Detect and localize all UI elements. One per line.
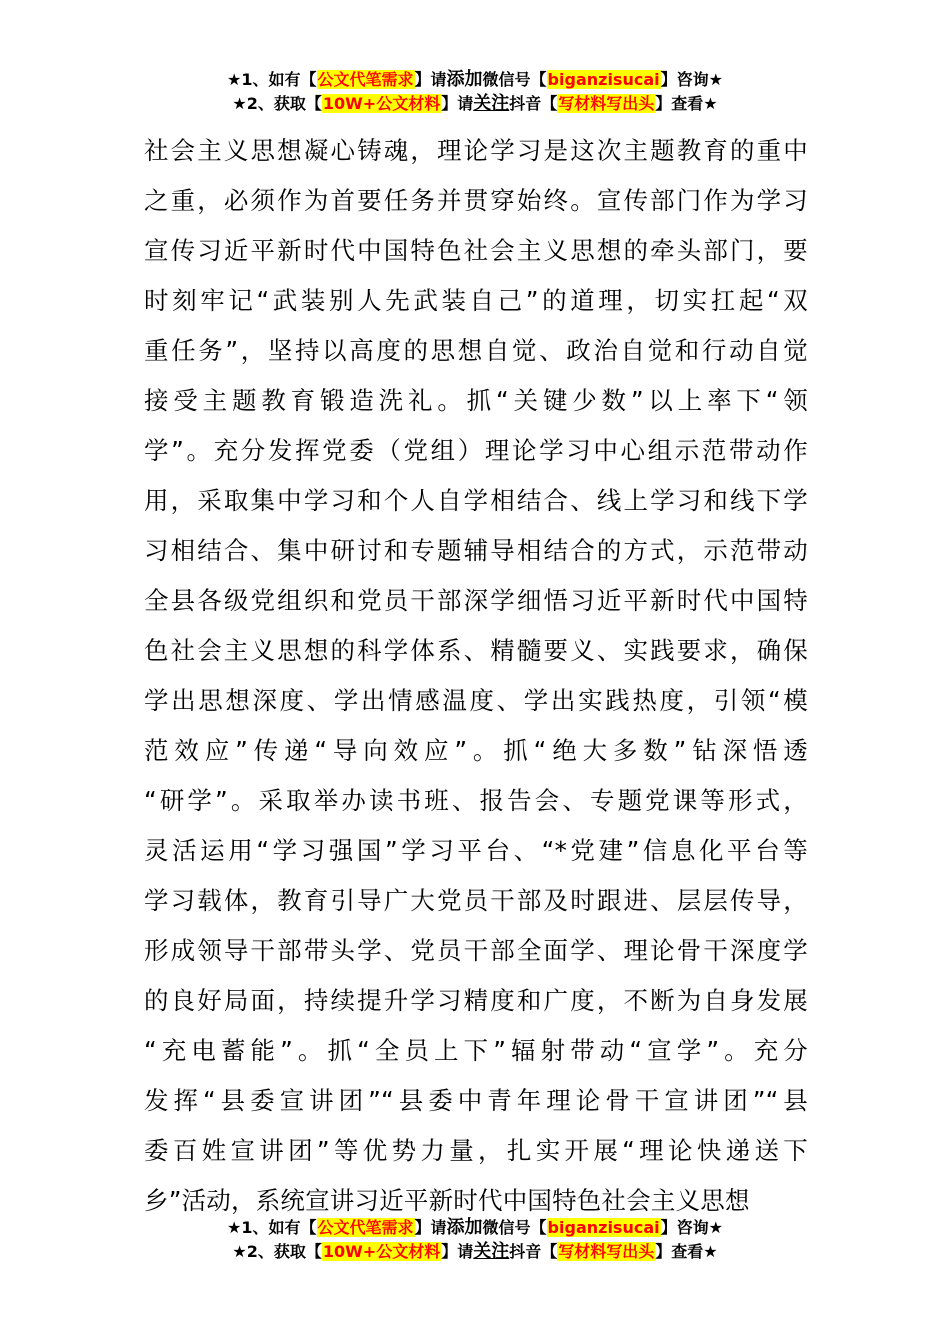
banner-emphasis: 添加 xyxy=(446,69,483,90)
body-line: 灵活运用“学习强国”学习平台、“*党建”信息化平台等 xyxy=(144,836,808,865)
body-line: 接受主题教育锻造洗礼。抓“关键少数”以上率下“领 xyxy=(144,386,808,415)
banner-prefix: ★2、获取【 xyxy=(232,94,322,113)
body-line: 形成领导干部带头学、党员干部全面学、理论骨干深度学 xyxy=(144,936,808,965)
banner-highlight-service: 公文代笔需求 xyxy=(317,1218,414,1237)
header-banner xyxy=(0,69,950,117)
body-line: “研学”。采取举办读书班、报告会、专题党课等形式， xyxy=(144,786,808,815)
document-body xyxy=(144,126,808,1226)
banner-highlight-materials: 10W+公文材料 xyxy=(322,94,441,113)
body-line: 重任务”，坚持以高度的思想自觉、政治自觉和行动自觉 xyxy=(144,336,808,365)
banner-highlight-wechat-id: biganzisucai xyxy=(547,70,660,89)
body-line: 之重，必须作为首要任务并贯穿始终。宣传部门作为学习 xyxy=(144,186,808,215)
banner-highlight-materials: 10W+公文材料 xyxy=(322,1242,441,1261)
body-line: 时刻牢记“武装别人先武装自己”的道理，切实扛起“双 xyxy=(144,286,808,315)
banner-text: 】请 xyxy=(414,70,447,89)
banner-line-2 xyxy=(0,93,950,117)
banner-suffix: 】咨询★ xyxy=(660,1218,723,1237)
body-line: 学出思想深度、学出情感温度、学出实践热度，引领“模 xyxy=(144,686,808,715)
body-line: 的良好局面，持续提升学习精度和广度，不断为自身发展 xyxy=(144,986,808,1015)
banner-suffix: 】咨询★ xyxy=(660,70,723,89)
body-line: 委百姓宣讲团”等优势力量，扎实开展“理论快递送下 xyxy=(144,1136,808,1165)
banner-prefix: ★2、获取【 xyxy=(232,1242,322,1261)
banner-text: 】请 xyxy=(414,1218,447,1237)
body-line: 全县各级党组织和党员干部深学细悟习近平新时代中国特 xyxy=(144,586,808,615)
body-line: 社会主义思想凝心铸魂，理论学习是这次主题教育的重中 xyxy=(144,136,808,165)
banner-emphasis: 添加 xyxy=(446,1217,483,1238)
banner-line-1 xyxy=(0,1217,950,1241)
body-line: 乡”活动，系统宣讲习近平新时代中国特色社会主义思想 xyxy=(144,1186,750,1215)
body-line: “充电蓄能”。抓“全员上下”辐射带动“宣学”。充分 xyxy=(144,1036,808,1065)
body-line: 习相结合、集中研讨和专题辅导相结合的方式，示范带动 xyxy=(144,536,808,565)
body-line: 色社会主义思想的科学体系、精髓要义、实践要求，确保 xyxy=(144,636,808,665)
body-line: 学”。充分发挥党委（党组）理论学习中心组示范带动作 xyxy=(144,436,808,465)
body-line: 用，采取集中学习和个人自学相结合、线上学习和线下学 xyxy=(144,486,808,515)
banner-highlight-wechat-id: biganzisucai xyxy=(547,1218,660,1237)
banner-emphasis: 关注 xyxy=(473,1241,510,1262)
banner-prefix: ★1、如有【 xyxy=(227,1218,317,1237)
body-line: 宣传习近平新时代中国特色社会主义思想的牵头部门，要 xyxy=(144,236,808,265)
banner-line-1 xyxy=(0,69,950,93)
banner-text: 微信号【 xyxy=(482,1218,547,1237)
banner-suffix: 】查看★ xyxy=(655,94,718,113)
body-line: 学习载体，教育引导广大党员干部及时跟进、层层传导， xyxy=(144,886,808,915)
banner-highlight-service: 公文代笔需求 xyxy=(317,70,414,89)
body-line: 发挥“县委宣讲团”“县委中青年理论骨干宣讲团”“县 xyxy=(144,1086,808,1115)
banner-suffix: 】查看★ xyxy=(655,1242,718,1261)
banner-emphasis: 关注 xyxy=(473,93,510,114)
banner-text: 抖音【 xyxy=(509,1242,558,1261)
banner-highlight-douyin: 写材料写出头 xyxy=(558,94,655,113)
banner-text: 】请 xyxy=(441,94,474,113)
body-line: 范效应”传递“导向效应”。抓“绝大多数”钻深悟透 xyxy=(144,736,808,765)
banner-text: 抖音【 xyxy=(509,94,558,113)
banner-text: 】请 xyxy=(441,1242,474,1261)
banner-highlight-douyin: 写材料写出头 xyxy=(558,1242,655,1261)
footer-banner xyxy=(0,1217,950,1265)
banner-prefix: ★1、如有【 xyxy=(227,70,317,89)
banner-text: 微信号【 xyxy=(482,70,547,89)
banner-line-2 xyxy=(0,1241,950,1265)
